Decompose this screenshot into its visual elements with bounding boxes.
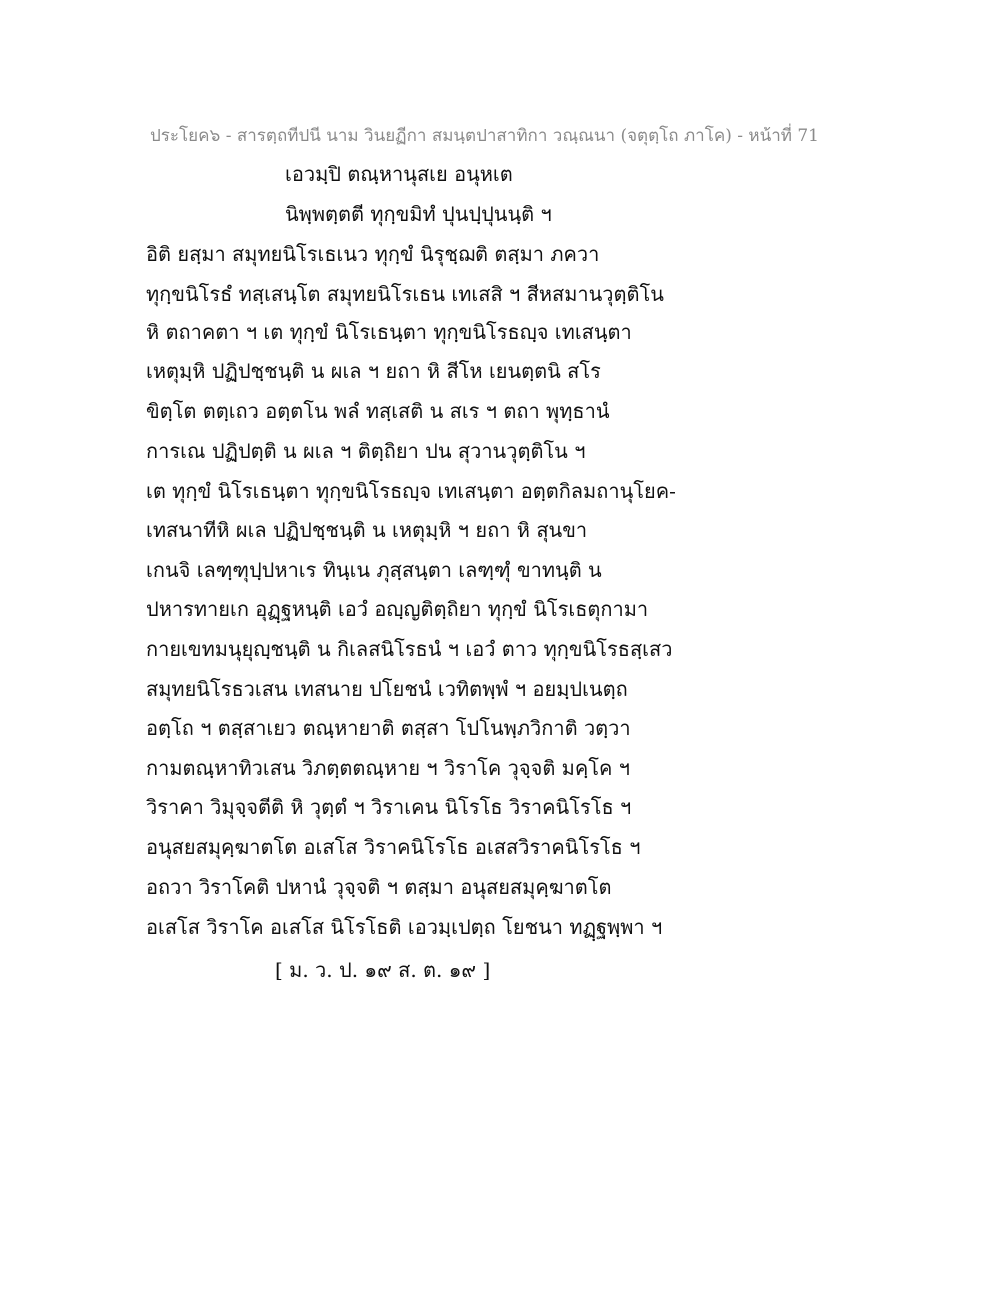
body-line: การเณ ปฏิปตฺติ น ผเล ฯ ติตฺถิยา ปน สุวานวุตฺติโน ฯ	[146, 439, 586, 463]
verse-line-2: นิพฺพตฺตตี ทุกฺขมิทํ ปุนปฺปุนนฺติ ฯ	[285, 202, 552, 226]
reference-citation: [ ม. ว. ป. ๑๙ ส. ต. ๑๙ ]	[275, 958, 491, 982]
body-line: เทสนาทีหิ ผเล ปฏิปชฺชนฺติ น เหตุมฺหิ ฯ ยถา หิ สุนขา	[146, 518, 588, 542]
body-line: วิราคา วิมุจฺจตีติ หิ วุตฺตํ ฯ วิราเคน นิโรโธ วิราคนิโรโธ ฯ	[146, 795, 632, 819]
page-header: ประโยค๖ - สารตฺถทีปนี นาม วินยฏีกา สมนฺตปาสาทิกา วณฺณนา (จตุตฺโถ ภาโค) - หน้าที่ 71	[150, 126, 819, 146]
body-line: ขิตฺโต ตตฺเถว อตฺตโน พลํ ทสฺเสติ น สเร ฯ ตถา พุทฺธานํ	[146, 399, 610, 423]
body-line: เกนจิ เลฑฺฑุปฺปหาเร ทินฺเน ภุสฺสนฺตา เลฑฺฑุํ ขาทนฺติ น	[146, 558, 602, 582]
body-line: ปหารทายเก อุฏฺฐหนฺติ เอวํ อญฺญติตฺถิยา ทุกฺขํ นิโรเธตุกามา	[146, 597, 649, 621]
body-line: กายเขทมนุยุญฺชนฺติ น กิเลสนิโรธนํ ฯ เอวํ ตาว ทุกฺขนิโรธสฺเสว	[146, 637, 673, 661]
body-line: หิ ตถาคตา ฯ เต ทุกฺขํ นิโรเธนฺตา ทุกฺขนิโรธญฺจ เทเสนฺตา	[146, 320, 632, 344]
body-line: เหตุมฺหิ ปฏิปชฺชนฺติ น ผเล ฯ ยถา หิ สีโห เยนตฺตนิ สโร	[146, 359, 601, 383]
body-line: สมุทยนิโรธวเสน เทสนาย ปโยชนํ เวทิตพฺพํ ฯ อยมฺปเนตฺถ	[146, 677, 628, 701]
body-line: อิติ ยสฺมา สมุทยนิโรเธเนว ทุกฺขํ นิรุชฺฌติ ตสฺมา ภควา	[146, 242, 600, 266]
body-line: ทุกฺขนิโรธํ ทสฺเสนฺโต สมุทยนิโรเธน เทเสสิ ฯ สีหสมานวุตฺติโน	[146, 282, 664, 306]
body-line: อเสโส วิราโค อเสโส นิโรโธติ เอวมฺเปตฺถ โยชนา ทฏฺฐพฺพา ฯ	[146, 915, 663, 939]
body-line: อตฺโถ ฯ ตสฺสาเยว ตณฺหายาติ ตสฺสา โปโนพฺภวิกาติ วตฺวา	[146, 716, 631, 740]
body-line: อถวา วิราโคติ ปหานํ วุจฺจติ ฯ ตสฺมา อนุสยสมุคฺฆาตโต	[146, 875, 612, 899]
body-line: เต ทุกฺขํ นิโรเธนฺตา ทุกฺขนิโรธญฺจ เทเสนฺตา อตฺตกิลมถานุโยค-	[146, 479, 676, 503]
body-line: กามตณฺหาทิวเสน วิภตฺตตณฺหาย ฯ วิราโค วุจฺจติ มคฺโค ฯ	[146, 756, 630, 780]
verse-line-1: เอวมฺปิ ตณฺหานุสเย อนุหเต	[285, 162, 513, 186]
body-line: อนุสยสมุคฺฆาตโต อเสโส วิราคนิโรโธ อเสสวิราคนิโรโธ ฯ	[146, 835, 641, 859]
